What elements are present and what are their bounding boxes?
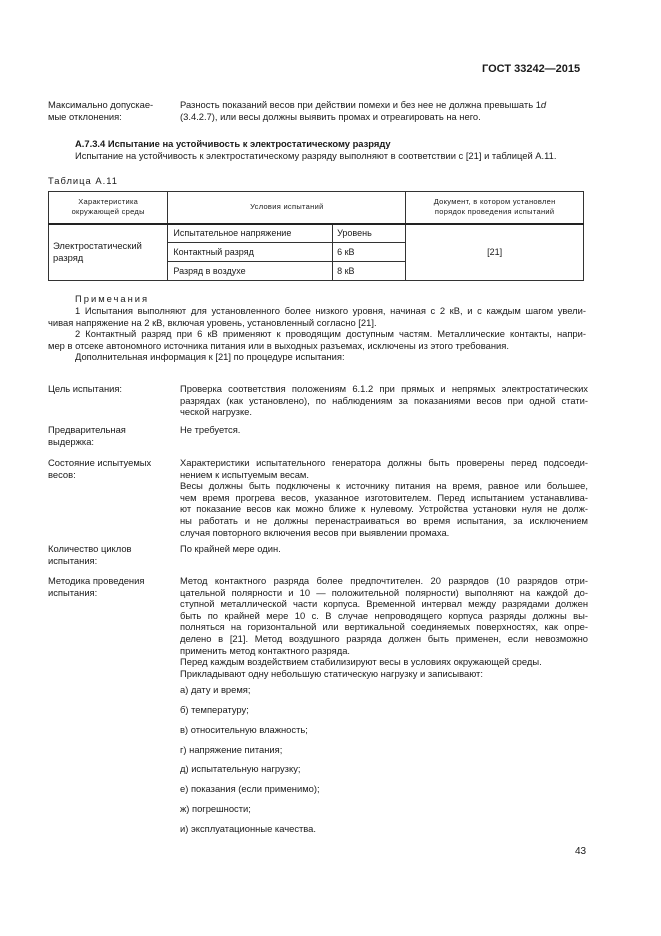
- list-item: е) показания (если применимо);: [180, 783, 320, 794]
- doc-cell: [21]: [406, 224, 584, 281]
- header-env: Характеристика окружающей среды: [49, 192, 168, 224]
- max-deviation-label: Максимально допускае- мые отклонения:: [48, 99, 154, 122]
- cond-cell: Контактный разряд: [168, 243, 333, 262]
- section-intro: Испытание на устойчивость к электростатическому разряду выполняют в соответствии с [21] и таблицей А.11.: [75, 150, 557, 161]
- header-conditions: Условия испытаний: [168, 192, 406, 224]
- method-label: Методика проведения испытания:: [48, 575, 145, 598]
- value-cell: Уровень: [333, 224, 406, 243]
- purpose-text: Проверка соответствия положениям 6.1.2 при прямых и непрямых электростатических разрядах (как установлено), по наблюдениям за показаниями весов при одной стати- ческой нагрузке.: [180, 383, 588, 418]
- header-document: Документ, в котором установлен порядок проведения испытаний: [406, 192, 584, 224]
- precond-text: Не требуется.: [180, 424, 241, 435]
- state-label: Состояние испытуемых весов:: [48, 457, 152, 480]
- section-title: А.7.3.4 Испытание на устойчивость к электростатическому разряду: [75, 138, 391, 149]
- state-text: Характеристики испытательного генератора должны быть проверены перед подсоеди- нением к испытуемым весам. Весы должны быть подключены к источнику питания на время, равное или большее, чем время прогрева весов, указанное изготовителем. Перед испытанием устанавлива- ют показание весов как можно ближе к нулевому. Устройства установки нуля не долж- ны работать и не должны перенастраиваться во время испытания, за исключением случая повторного включения весов при выявлении промаха.: [180, 457, 588, 538]
- table-row: [49, 224, 584, 243]
- list-item: в) относительную влажность;: [180, 724, 308, 735]
- cond-cell: Испытательное напряжение: [168, 224, 333, 243]
- precond-label: Предварительная выдержка:: [48, 424, 126, 447]
- list-item: и) эксплуатационные качества.: [180, 823, 317, 834]
- page-number: 43: [575, 846, 587, 857]
- list-item: а) дату и время;: [180, 684, 251, 695]
- table-caption: Таблица А.11: [48, 175, 118, 186]
- test-conditions-table: [48, 191, 584, 281]
- cycles-label: Количество циклов испытания:: [48, 543, 132, 566]
- list-item: б) температуру;: [180, 704, 249, 715]
- value-cell: 6 кВ: [333, 243, 406, 262]
- cond-cell: Разряд в воздухе: [168, 262, 333, 281]
- cycles-text: По крайней мере один.: [180, 543, 281, 554]
- value-cell: 8 кВ: [333, 262, 406, 281]
- purpose-label: Цель испытания:: [48, 383, 123, 394]
- max-deviation-text: Разность показаний весов при действии помехи и без нее не должна превышать 1d (3.4.2.7), или весы должны выявить промах и отреагировать на него.: [180, 99, 547, 122]
- document-header: ГОСТ 33242—2015: [482, 63, 581, 75]
- notes-body: 1 Испытания выполняют для установленного более низкого уровня, начиная с 2 кВ, и с каждым шагом увели- чивая напряжение на 2 кВ, включая уровень, установленный согласно [21]. 2 Контактный разряд при 6 кВ применяют к проводящим доступным частям. Металлические контакты, напри- мер в отсеке автономного источника питания или в выходных разъемах, исключены из этого требования. Дополнительная информация к [21] по процедуре испытания:: [48, 305, 586, 363]
- notes-title: Примечания: [75, 293, 150, 304]
- list-item: ж) погрешности;: [180, 803, 251, 814]
- env-cell: Электростатический разряд: [49, 224, 168, 281]
- method-text: Метод контактного разряда более предпочтителен. 20 разрядов (10 разрядов отри- цательной полярности и 10 — положительной полярности) выполняют на каждой до- ступной металлической части корпуса. Временной интервал между разрядами должен быть по крайней мере 10 с. В случае непроводящего корпуса разряды должны вы- полняться на горизонтальной или вертикальной соединяемых поверхностях, как опре- делено в [21]. Метод воздушного разряда должен быть применен, если невозможно применить метод контактного разряда. Перед каждым воздействием стабилизируют весы в условиях окружающей среды. Прикладывают одну небольшую статическую нагрузку и записывают:: [180, 575, 588, 679]
- table-header-row: [49, 192, 584, 224]
- list-item: г) напряжение питания;: [180, 744, 283, 755]
- list-item: д) испытательную нагрузку;: [180, 763, 301, 774]
